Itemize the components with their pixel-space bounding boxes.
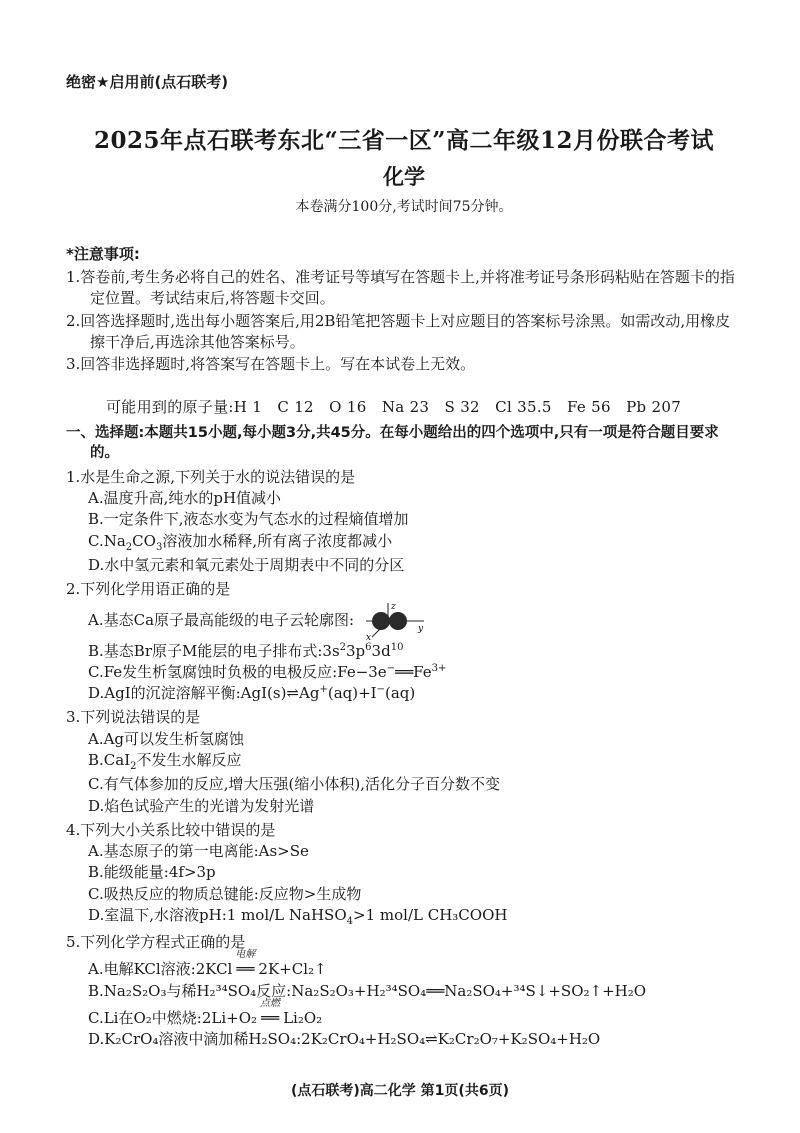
atomic-masses: 可能用到的原子量:H 1 C 12 O 16 Na 23 S 32 Cl 35.5 Fe 56 Pb 207 (106, 398, 682, 417)
superscript: + (319, 684, 328, 696)
notice-heading: *注意事项: (66, 244, 140, 263)
confidential-label: 绝密★启用前(点石联考) (66, 73, 229, 91)
notice-item-3: 3.回答非选择题时,将答案写在答题卡上。写在本试卷上无效。 (66, 355, 476, 374)
text: 不发生水解反应 (136, 751, 242, 770)
notice-item-1: 1.答卷前,考生务必将自己的姓名、准考证号等填写在答题卡上,并将准考证号条形码粘贴在答题卡的指定位置。考试结束后,将答题卡交回。 (66, 267, 735, 308)
text: 溶液加水稀释,所有离子浓度都减小 (162, 531, 393, 550)
orbital-lobe-left (372, 612, 390, 630)
superscript: 10 (390, 641, 404, 653)
superscript: 3+ (431, 662, 447, 674)
option-d: D.水中氢元素和氧元素处于周期表中不同的分区 (88, 555, 405, 574)
subject-title: 化学 (383, 163, 425, 189)
subscript: 2 (130, 761, 137, 773)
question-stem: 5.下列化学方程式正确的是 (66, 933, 246, 952)
option-b: B.能级能量:4f>3p (88, 863, 216, 882)
option-b (66, 641, 742, 662)
text: CO (132, 531, 156, 550)
text: (aq)+I (327, 684, 377, 703)
option-a (66, 949, 742, 980)
text: B.基态Br原子M能层的电子排布式:3s (88, 641, 340, 660)
question-2 (66, 579, 742, 704)
question-3 (66, 707, 742, 816)
option-c: C.有气体参加的反应,增大压强(缩小体积),活化分子百分数不变 (88, 775, 500, 794)
question-stem: 1.水是生命之源,下列关于水的说法错误的是 (66, 467, 356, 486)
question-5 (66, 932, 742, 1050)
arrow: ══ (261, 1009, 280, 1028)
text: ══Fe (395, 662, 432, 681)
text: B.CaI (88, 751, 131, 770)
reaction-condition: 点燃 (260, 998, 281, 1010)
text: C.Na (88, 531, 126, 550)
p-orbital-diagram (358, 601, 428, 641)
option-b: B.Na₂S₂O₃与稀H₂³⁴SO₄反应:Na₂S₂O₃+H₂³⁴SO₄══Na₂SO₄+³⁴S↓+SO₂↑+H₂O (88, 981, 647, 1000)
question-stem: 3.下列说法错误的是 (66, 708, 201, 727)
arrow: ══ (236, 960, 255, 979)
question-stem: 2.下列化学用语正确的是 (66, 580, 231, 599)
text: (aq) (384, 684, 416, 703)
exam-title: 2025年点石联考东北“三省一区”高二年级12月份联合考试 (94, 127, 714, 155)
reaction-arrow (257, 998, 283, 1029)
superscript: 2 (339, 641, 347, 653)
text: C.Fe发生析氢腐蚀时负极的电极反应:Fe−3e (88, 662, 387, 681)
option-text: A.基态Ca原子最高能级的电子云轮廓图: (88, 610, 355, 629)
option-d (66, 905, 742, 929)
option-a: A.温度升高,纯水的pH值减小 (88, 489, 282, 508)
exam-note: 本卷满分100分,考试时间75分钟。 (295, 198, 513, 215)
subscript: 4 (346, 916, 354, 927)
text: D.AgI的沉淀溶解平衡:AgI(s)⇌Ag (88, 684, 320, 703)
superscript: − (386, 662, 396, 674)
option-a: A.Ag可以发生析氢腐蚀 (88, 729, 245, 748)
option-d: D.K₂CrO₄溶液中滴加稀H₂SO₄:2K₂CrO₄+H₂SO₄⇌K₂Cr₂O₇+K₂SO₄+H₂O (88, 1030, 601, 1049)
option-b: B.一定条件下,液态水变为气态水的过程熵值增加 (88, 510, 409, 529)
option-d (66, 683, 742, 704)
question-4 (66, 820, 742, 929)
option-a: A.基态原子的第一电离能:As>Se (88, 842, 309, 861)
option-b (66, 750, 742, 774)
superscript: 6 (365, 641, 372, 653)
option-c: C.吸热反应的物质总键能:反应物>生成物 (88, 884, 362, 903)
axis-y-label: y (418, 623, 424, 634)
question-stem: 4.下列大小关系比较中错误的是 (66, 820, 276, 839)
text: 3p (346, 641, 366, 660)
text: >1 mol/L CH₃COOH (353, 906, 508, 924)
question-1 (66, 467, 742, 576)
superscript: − (376, 684, 385, 696)
page-footer: (点石联考)高二化学 第1页(共6页) (291, 1083, 509, 1099)
reaction-arrow (232, 949, 258, 980)
text: C.Li在O₂中燃烧:2Li+O₂ (88, 1009, 258, 1028)
text: 2K+Cl₂↑ (258, 960, 327, 979)
text: D.室温下,水溶液pH:1 mol/L NaHSO (88, 906, 347, 924)
axis-z-label: z (391, 601, 396, 612)
subscript: 2 (125, 541, 133, 553)
axis-x-label: x (366, 632, 372, 641)
section-heading: 一、选择题:本题共15小题,每小题3分,共45分。在每小题给出的四个选项中,只有一项是符合题目要求的。 (66, 424, 719, 462)
orbital-lobe-right (389, 612, 407, 630)
subscript: 3 (155, 541, 163, 553)
text: A.电解KCl溶液:2KCl (88, 960, 233, 979)
option-c (66, 531, 742, 555)
option-c (66, 998, 742, 1029)
option-d: D.焰色试验产生的光谱为发射光谱 (88, 796, 315, 815)
text: Li₂O₂ (283, 1009, 323, 1028)
option-c (66, 662, 742, 683)
notice-item-2: 2.回答选择题时,选出每小题答案后,用2B铅笔把答题卡上对应题目的答案标号涂黑。如需改动,用橡皮擦干净后,再选涂其他答案标号。 (66, 311, 731, 351)
option-a (66, 601, 742, 641)
reaction-condition: 电解 (235, 949, 256, 961)
text: 3d (371, 641, 391, 660)
